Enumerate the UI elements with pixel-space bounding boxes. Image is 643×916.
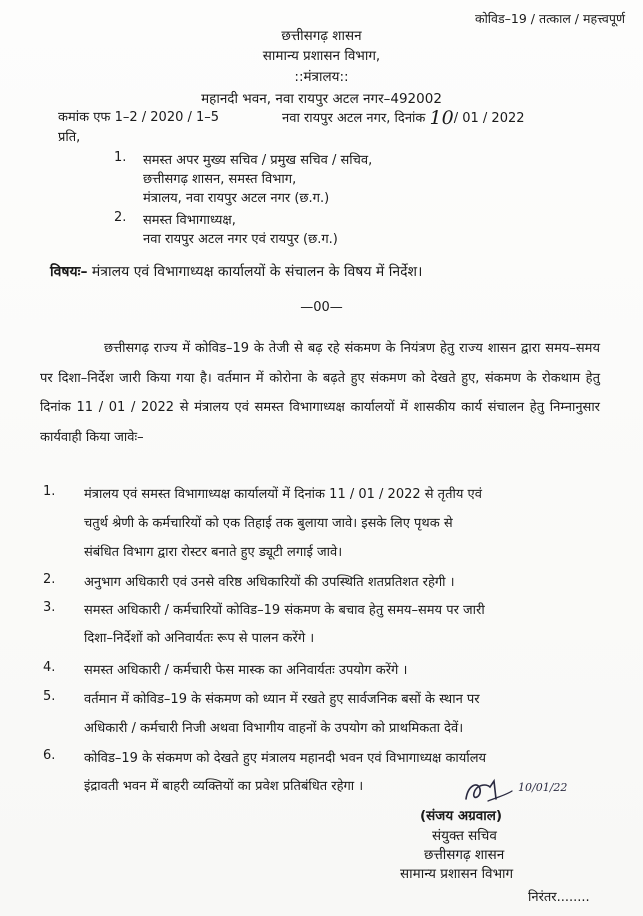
header-address: महानदी भवन, नवा रायपुर अटल नगर–492002 — [201, 91, 442, 107]
intro-paragraph — [40, 334, 600, 452]
subject-label: विषयः– — [50, 264, 88, 280]
signatory-name: (संजय अग्रवाल) — [420, 808, 503, 824]
item-line: चतुर्थ श्रेणी के कर्मचारियों को एक तिहाई तक बुलाया जावे। इसके लिए पृथक से — [84, 516, 453, 531]
section-divider: —00— — [300, 300, 343, 315]
item-number: 2. — [43, 572, 56, 587]
date-day-handwritten: 10 — [429, 107, 454, 129]
priority-tag: कोविड–19 / तत्काल / महत्त्वपूर्ण — [474, 11, 625, 26]
item-line: दिशा–निर्देशों को अनिवार्यतः रूप से पालन करेंगे । — [84, 631, 315, 646]
header-department: सामान्य प्रशासन विभाग, — [262, 48, 381, 64]
signature-scrawl — [460, 775, 568, 807]
item-number: 3. — [43, 600, 56, 615]
addressee-line: छत्तीसगढ़ शासन, समस्त विभाग, — [143, 172, 297, 187]
addressee-line: नवा रायपुर अटल नगर एवं रायपुर (छ.ग.) — [143, 232, 338, 247]
item-line: इंद्रावती भवन में बाहरी व्यक्तियों का प्रवेश प्रतिबंधित रहेगा । — [84, 779, 364, 794]
date-month-year: / 01 / 2022 — [453, 111, 525, 126]
addressee-line: समस्त विभागाध्यक्ष, — [143, 213, 236, 228]
item-line: मंत्रालय एवं समस्त विभागाध्यक्ष कार्यालयों में दिनांक 11 / 01 / 2022 से तृतीय एवं — [84, 487, 482, 502]
continued-note: निरंतर........ — [528, 890, 590, 905]
item-line: कोविड–19 के संकमण को देखते हुए मंत्रालय महानदी भवन एवं विभागाध्यक्ष कार्यालय — [84, 751, 487, 766]
to-label: प्रति, — [58, 130, 81, 145]
addressee-line: समस्त अपर मुख्य सचिव / प्रमुख सचिव / सचिव, — [143, 153, 373, 168]
subject-text: मंत्रालय एवं विभागाध्यक्ष कार्यालयों के संचालन के विषय में निर्देश। — [91, 264, 423, 280]
signature-date-handwritten: 10/01/22 — [518, 781, 568, 794]
date-prefix: नवा रायपुर अटल नगर, दिनांक — [282, 111, 426, 126]
item-line: अनुभाग अधिकारी एवं उनसे वरिष्ठ अधिकारियों की उपस्थिति शतप्रतिशत रहेगी । — [84, 575, 455, 590]
subject-line — [50, 262, 422, 281]
addressee-number: 2. — [114, 210, 127, 225]
item-number: 1. — [43, 484, 56, 499]
item-number: 4. — [43, 660, 56, 675]
item-line: अधिकारी / कर्मचारी निजी अथवा विभागीय वाहनों के उपयोग को प्राथमिकता देवें। — [84, 721, 464, 736]
reference-number: कमांक एफ 1–2 / 2020 / 1–5 — [58, 110, 220, 125]
item-line: समस्त अधिकारी / कर्मचारियों कोविड–19 संकमण के बचाव हेतु समय–समय पर जारी — [84, 603, 485, 618]
signatory-government: छत्तीसगढ़ शासन — [424, 847, 505, 863]
reference-date — [282, 107, 525, 129]
item-number: 5. — [43, 689, 56, 704]
item-line: समस्त अधिकारी / कर्मचारी फेस मास्क का अनिवार्यतः उपयोग करेंगे । — [84, 663, 408, 678]
header-government: छत्तीसगढ़ शासन — [281, 28, 362, 44]
intro-text: छत्तीसगढ़ राज्य में कोविड–19 के तेजी से बढ़ रहे संकमण के नियंत्रण हेतु राज्य शासन द्वारा समय–समय पर दिशा–निर्देश जारी किया गया है। वर्तमान में कोरोना के बढ़ते हुए संकमण को देखते हुए, संकमण के रोकथाम हेतु दिनांक 11 / 01 / 2022 से मंत्रालय एवं समस्त विभागाध्यक्ष कार्यालयों में शासकीय कार्य संचालन हेतु निम्नानुसार कार्यवाही किया जावेः– — [40, 341, 600, 445]
addressee-number: 1. — [114, 150, 127, 165]
item-line: संबंधित विभाग द्वारा रोस्टर बनाते हुए ड्यूटी लगाई जावे। — [84, 545, 343, 560]
header-ministry: ::मंत्रालय:: — [294, 69, 349, 85]
item-number: 6. — [43, 748, 56, 763]
addressee-line: मंत्रालय, नवा रायपुर अटल नगर (छ.ग.) — [143, 191, 330, 206]
item-line: वर्तमान में कोविड–19 के संकमण को ध्यान में रखते हुए सार्वजनिक बसों के स्थान पर — [84, 692, 480, 707]
signatory-department: सामान्य प्रशासन विभाग — [400, 866, 514, 882]
signatory-designation: संयुक्त सचिव — [432, 828, 497, 844]
